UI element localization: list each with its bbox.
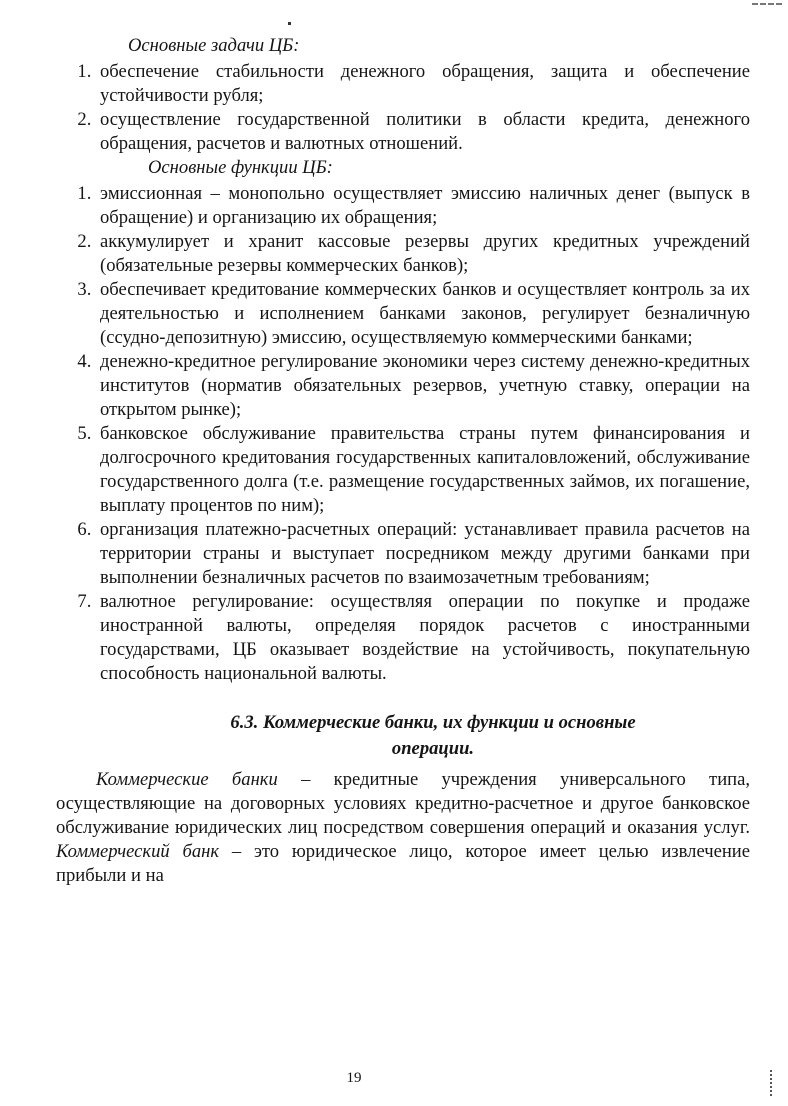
list-item: 1. обеспечение стабильности денежного обращения, защита и обеспечение устойчивости рубля; (96, 60, 750, 108)
list-item: 2. осуществление государственной политики в области кредита, денежного обращения, расчетов и валютных отношений. (96, 108, 750, 156)
term-commercial-banks: Коммерческие банки (96, 769, 278, 790)
page-number: 19 (346, 1070, 362, 1086)
term-commercial-bank: Коммерческий банк (56, 841, 220, 862)
tasks-heading: Основные задачи ЦБ: (128, 35, 300, 56)
page-content (56, 30, 750, 888)
list-item: 7. валютное регулирование: осуществляя операции по покупке и продаже иностранной валюты, определяя порядок расчетов с иностранными государствами, ЦБ оказывает воздействие на устойчивость, покупательную способность национальной валюты. (96, 590, 750, 686)
functions-heading: Основные функции ЦБ: (148, 157, 333, 178)
section-title (56, 710, 750, 762)
list-item: 6. организация платежно-расчетных операций: устанавливает правила расчетов на территории страны и выступает посредником между другими банками при выполнении безналичных расчетов по взаимозачетным требованиям; (96, 518, 750, 590)
section-title-line: 6.3. Коммерческие банки, их функции и основные (230, 712, 636, 733)
scan-artifact-dot (288, 22, 291, 25)
paragraph-text: – кредитные учреждения универсального типа, осуществляющие на договорных условиях кредитно-расчетное и другое банковское обслуживание юридических лиц посредством совершения операций и оказания услуг. (56, 769, 750, 838)
commercial-banks-paragraph (56, 768, 750, 888)
scan-artifact-edge-mark (770, 1070, 774, 1096)
functions-list (56, 182, 750, 686)
list-item: 3. обеспечивает кредитование коммерческих банков и осуществляет контроль за их деятельностью и исполнением банками законов, регулирует безналичную (ссудно-депозитную) эмиссию, осуществляемую коммерческими банками; (96, 278, 750, 350)
list-item: 5. банковское обслуживание правительства страны путем финансирования и долгосрочного кредитования государственных капиталовложений, обслуживание государственного долга (т.е. размещение государственных займов, их погашение, выплату процентов по ним); (96, 422, 750, 518)
tasks-list (56, 60, 750, 156)
list-item: 4. денежно-кредитное регулирование экономики через систему денежно-кредитных институтов (норматив обязательных резервов, учетную ставку, операции на открытом рынке); (96, 350, 750, 422)
list-item: 1. эмиссионная – монопольно осуществляет эмиссию наличных денег (выпуск в обращение) и организацию их обращения; (96, 182, 750, 230)
paragraph-text: – это юридическое лицо, которое имеет целью извлечение прибыли и на (56, 841, 750, 886)
section-title-line: операции. (391, 738, 475, 759)
list-item: 2. аккумулирует и хранит кассовые резервы других кредитных учреждений (обязательные резервы коммерческих банков); (96, 230, 750, 278)
scan-artifact-dash (752, 3, 782, 5)
